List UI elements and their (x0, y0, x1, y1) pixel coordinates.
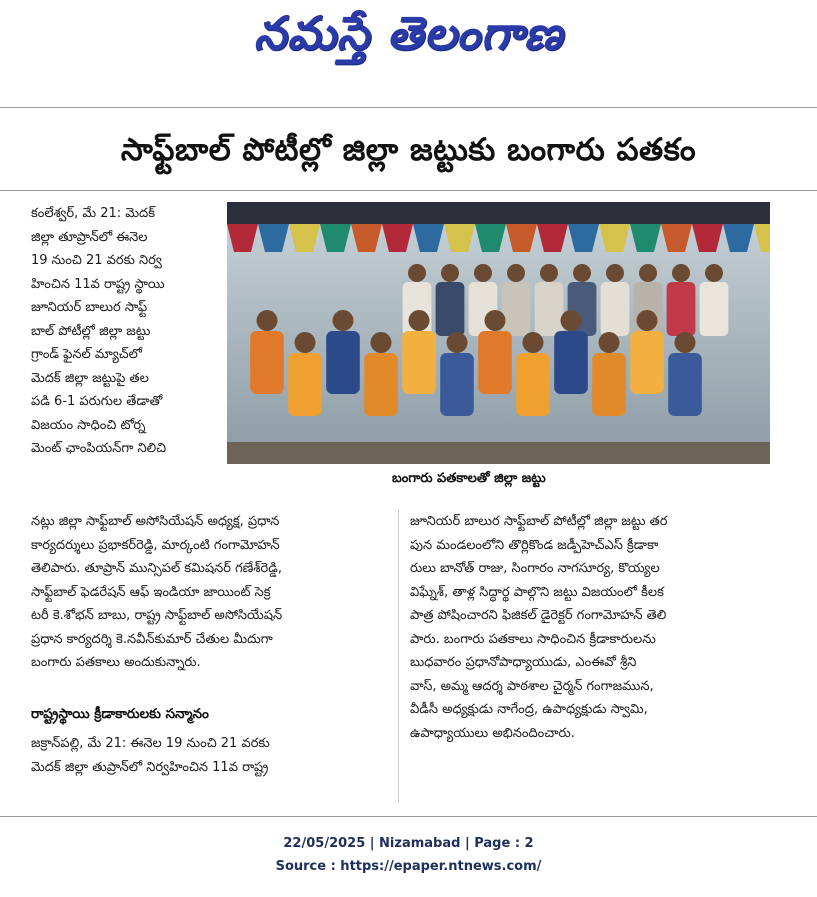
person-body (326, 331, 360, 394)
text-line: తెలిపారు. తూప్రాన్ మున్సిపల్ కమిషనర్ గణేశ్‌రెడ్డి, (31, 561, 282, 576)
column-divider (398, 510, 399, 802)
person-head (507, 264, 525, 282)
team-photo (227, 202, 770, 464)
person-body (700, 282, 729, 336)
text-line: టరీ కె.శోభన్ బాబు, రాష్ట్ర సాఫ్ట్‌బాల్ అసోసియేషన్ (31, 608, 283, 623)
person-head (447, 332, 468, 353)
person-body (440, 353, 474, 416)
person-body (667, 282, 696, 336)
text-line: మెదక్ జిల్లా జట్టుపై తల (31, 370, 149, 386)
person-body (668, 353, 702, 416)
text-line: జూనియర్ బాలుర సాఫ్ట్‌బాల్ పోటీల్లో జిల్లా జట్టు తర (410, 514, 668, 529)
person-body (554, 331, 588, 394)
text-line: జిల్లా తూప్రాన్‌లో ఈనెల (31, 229, 148, 245)
person-head (408, 264, 426, 282)
person-head (540, 264, 558, 282)
person-body (250, 331, 284, 394)
person-head (672, 264, 690, 282)
footer-date-edition: 22/05/2025 | Nizamabad | Page : 2 (283, 836, 534, 851)
person-head (599, 332, 620, 353)
text-line: నట్లు జిల్లా సాఫ్ట్‌బాల్ అసోసియేషన్ అధ్యక్ష, ప్రధాన (31, 514, 280, 529)
text-line: పారు. బంగారు పతకాలు సాధించిన క్రీడాకారులను (410, 631, 656, 647)
person-head (705, 264, 723, 282)
text-line: బంగారు పతకాలు అందుకున్నారు. (31, 655, 201, 670)
text-line: వీడీసీ అధ్యక్షుడు నాగేంద్ర, ఉపాధ్యక్షుడు స్వామి, (410, 702, 648, 717)
person-head (474, 264, 492, 282)
text-line: విఘ్నేశ్, తాళ్ల సిద్ధార్థ పాల్గొని జట్టు విజయంలో కీలక (410, 584, 664, 600)
person-body (502, 282, 531, 336)
article-subhead: రాష్ట్రస్థాయి క్రీడాకారులకు సన్మానం (31, 706, 209, 722)
person-head (573, 264, 591, 282)
text-line: బుధవారం ప్రధానోపాధ్యాయుడు, ఎంఈవో శ్రీని (410, 655, 637, 670)
text-line: జూనియర్ బాలుర సాఫ్ట్ (31, 300, 148, 315)
text-line: పున మండలంలోని తొర్లికొండ జడ్పీహెచ్ఎస్ క్రీడాకా (410, 537, 659, 553)
person-head (257, 310, 278, 331)
person-head (333, 310, 354, 331)
article-column-right (410, 510, 774, 745)
person-head (523, 332, 544, 353)
bottom-rule (0, 816, 817, 817)
text-line: ప్రధాన కార్యదర్శి కె.నవీన్‌కుమార్ చేతుల మీదుగా (31, 631, 273, 647)
footer-source: Source : https://epaper.ntnews.com/ (275, 859, 542, 874)
top-rule (0, 107, 817, 108)
person-head (639, 264, 657, 282)
person-head (295, 332, 316, 353)
text-line: హించిన 11వ రాష్ట్ర స్థాయి (31, 276, 165, 292)
person-head (637, 310, 658, 331)
person-head (606, 264, 624, 282)
person-body (436, 282, 465, 336)
article-column-left (31, 202, 221, 461)
person-body (516, 353, 550, 416)
person-head (485, 310, 506, 331)
person-body (402, 331, 436, 394)
text-line: సాఫ్ట్‌బాల్ ఫెడరేషన్ ఆఫ్ ఇండియా జాయింట్ సెక్ర (31, 584, 271, 600)
article-headline: సాఫ్ట్‌బాల్ పోటీల్లో జిల్లా జట్టుకు బంగారు పతకం (120, 132, 697, 168)
text-line: రులు బానోత్ రాజు, సింగారం నాగసూర్య, కొయ్యల (410, 561, 660, 576)
text-line: ఉపాధ్యాయులు అభినందించారు. (410, 725, 575, 741)
text-line: పడి 6-1 పరుగుల తేడాతో (31, 394, 163, 409)
article-column-middle (31, 510, 393, 675)
text-line: కార్యదర్శులు ప్రభాకర్‌రెడ్డి, మార్కంటి గంగామోహన్ (31, 537, 280, 553)
text-line: పాత్ర పోషించారని ఫిజికల్ డైరెక్టర్ గంగామోహన్ తెలి (410, 608, 667, 623)
person-body (478, 331, 512, 394)
text-line: వాస్, అమ్మ ఆదర్శ పాఠశాల చైర్మన్ గంగాజమున, (410, 678, 654, 694)
text-line: 19 నుంచి 21 వరకు నిర్వ (31, 253, 162, 268)
text-line: బాల్ పోటీల్లో జిల్లా జట్టు (31, 323, 151, 339)
person-head (675, 332, 696, 353)
person-body (601, 282, 630, 336)
person-body (288, 353, 322, 416)
person-head (371, 332, 392, 353)
article-column-sub (31, 732, 393, 779)
headline-rule (0, 190, 817, 191)
text-line: విజయం సాధించి టోర్న (31, 417, 146, 433)
person-body (364, 353, 398, 416)
person-head (441, 264, 459, 282)
text-line: గ్రాండ్ ఫైనల్ మ్యాచ్‌లో (31, 347, 143, 362)
person-head (409, 310, 430, 331)
person-body (630, 331, 664, 394)
text-line: కంలేశ్వర్, మే 21: మెదక్ (31, 206, 156, 221)
person-head (561, 310, 582, 331)
text-line: మెంట్ ఛాంపియన్‌గా నిలిచి (31, 441, 167, 456)
text-line: మెదక్ జిల్లా తుప్రాన్‌లో నిర్వహించిన 11వ రాష్ట్ర (31, 759, 269, 775)
text-line: జక్రాన్‌పల్లి, మే 21: ఈనెల 19 నుంచి 21 వరకు (31, 736, 270, 751)
masthead (0, 0, 817, 80)
person-body (535, 282, 564, 336)
photo-caption: బంగారు పతకాలతో జిల్లా జట్టు (392, 471, 546, 486)
masthead-title: నమస్తే తెలంగాణ (253, 6, 564, 60)
person-body (592, 353, 626, 416)
